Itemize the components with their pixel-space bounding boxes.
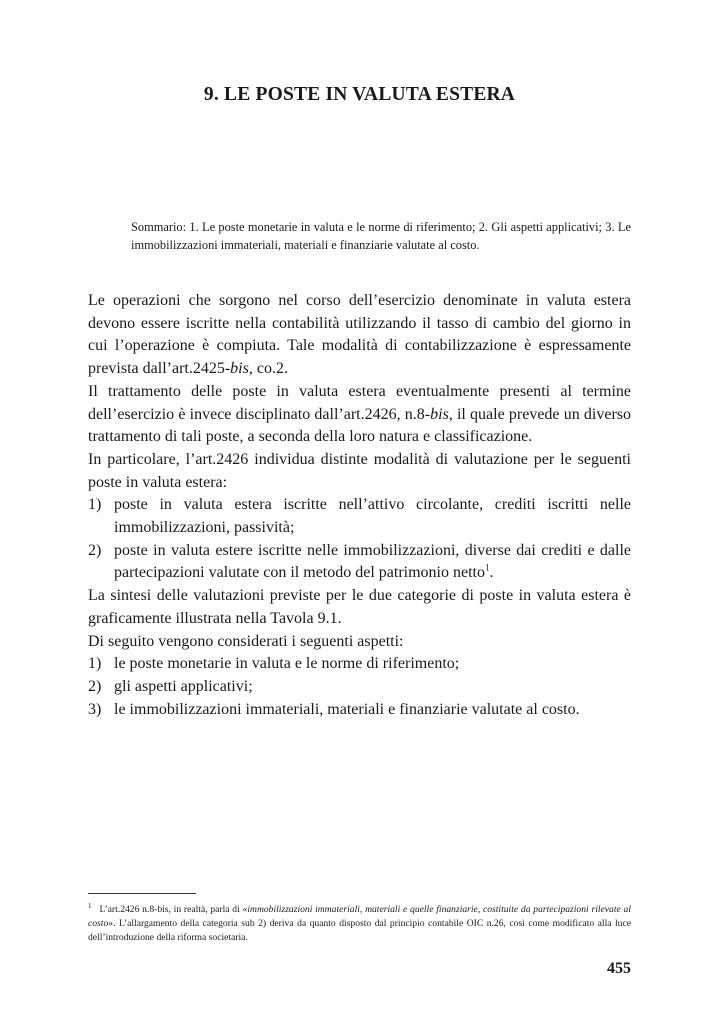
paragraph-1: Le operazioni che sorgono nel corso dell’esercizio denominate in valuta estera devono essere iscritte nella contabilità utilizzando il tasso di cambio del giorno in cui l’operazione è compiuta. Tale modalità di contabilizzazione è espressamente prevista dall’art.2425-bis, co.2. <box>88 292 631 378</box>
chapter-title: 9. LE POSTE IN VALUTA ESTERA <box>203 84 516 105</box>
paragraph-2: Il trattamento delle poste in valuta estera eventualmente presenti al termine dell’esercizio è invece disciplinato dall’art.2426, n.8-bis, il quale prevede un diverso trattamento di tali poste, a seconda della loro natura e classificazione. <box>88 382 631 446</box>
paragraph-4: La sintesi delle valutazioni previste per le due categorie di poste in valuta estera è graficamente illustrata nella Tavola 9.1. <box>88 587 631 627</box>
list-item: 2) poste in valuta estere iscritte nelle immobilizzazioni, diverse dai crediti e dalle partecipazioni valutate con il metodo del patrimonio netto$^1$. <box>88 541 631 582</box>
paragraph-5: Di seguito vengono considerati i seguenti aspetti: <box>88 632 404 650</box>
page-number: 455 <box>607 960 631 977</box>
body-text <box>88 290 631 721</box>
chapter-summary: Sommario: 1. Le poste monetarie in valuta e le norme di riferimento; 2. Gli aspetti applicativi; 3. Le immobilizzazioni immateriali, materiali e finanziarie valutate al costo. <box>131 220 631 252</box>
footnote-mark: 1 <box>88 902 92 910</box>
list-item: 1) le poste monetarie in valuta e le norme di riferimento; <box>88 655 460 673</box>
paragraph-3: In particolare, l’art.2426 individua distinte modalità di valutazione per le seguenti poste in valuta estera: <box>88 450 631 491</box>
footnote-divider <box>88 893 196 894</box>
footnote-reference[interactable]: 1 <box>485 563 490 574</box>
footnote: $^1$ L’art.2426 n.8-bis, in realtà, parla di «immobilizzazioni immateriali, materiali e quelle finanziarie, costituite da partecipazioni rilevate al costo». L’allargamento della categoria sub 2) deriva da quanto disposto dal principio contabile OIC n.26, così come modificato alla luce dell’introduzione della riforma societaria. <box>88 902 631 944</box>
list-item: 3) le immobilizzazioni immateriali, materiali e finanziarie valutate al costo. <box>88 700 580 718</box>
list-item: 2) gli aspetti applicativi; <box>88 677 253 695</box>
list-item: 1) poste in valuta estera iscritte nell’attivo circolante, crediti iscritti nelle immobilizzazioni, passività; <box>88 496 631 537</box>
